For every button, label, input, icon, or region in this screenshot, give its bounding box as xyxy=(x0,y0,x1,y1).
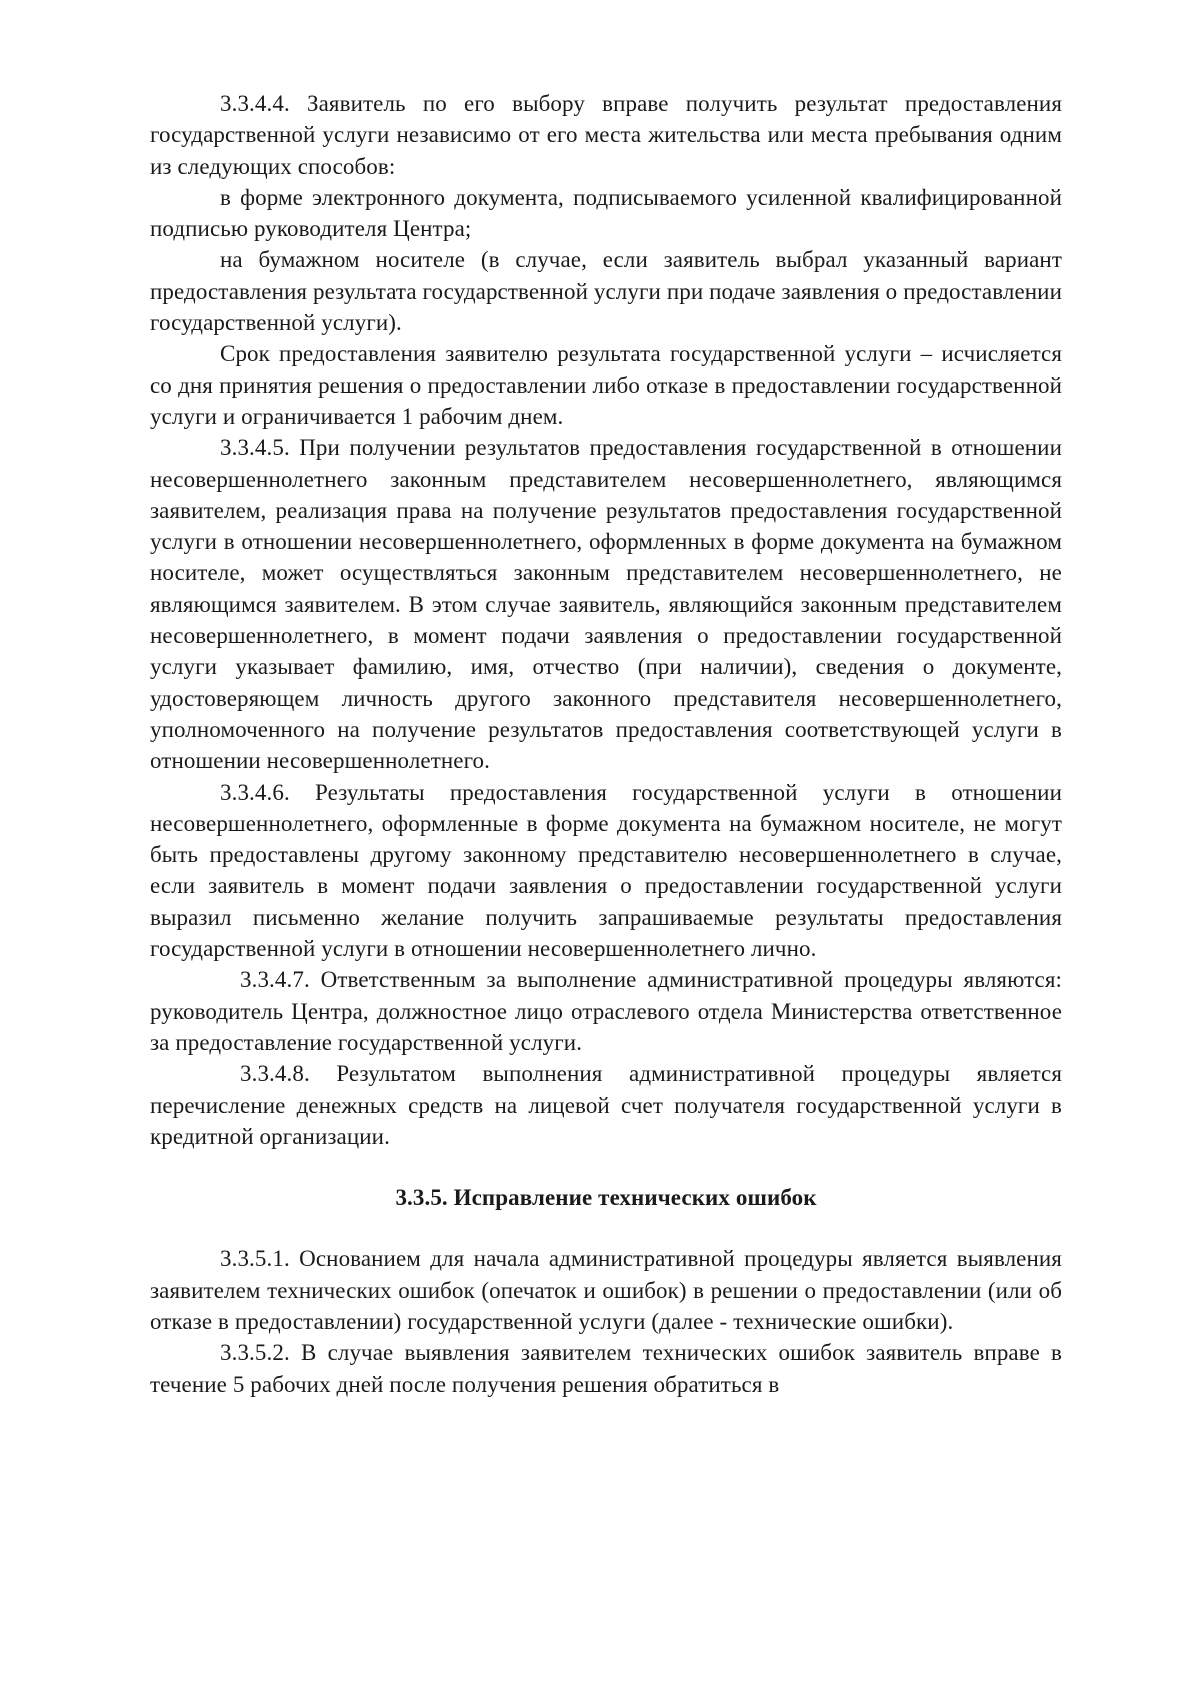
document-page xyxy=(150,88,1062,1400)
paragraph-3-3-4-6: 3.3.4.6. Результаты предоставления государственной услуги в отношении несовершеннолетнего, оформленные в форме документа на бумажном носителе, не могут быть предоставлены другому законному представителю несовершеннолетнего в случае, если заявитель в момент подачи заявления о предоставлении государственной услуги выразил письменно желание получить запрашиваемые результаты предоставления государственной услуги в отношении несовершеннолетнего лично. xyxy=(150,779,1062,962)
paragraph-electronic-form: в форме электронного документа, подписываемого усиленной квалифицированной подписью руководителя Центра; xyxy=(150,184,1062,242)
paragraph-paper-form: на бумажном носителе (в случае, если заявитель выбрал указанный вариант предоставления результата государственной услуги при подаче заявления о предоставлении государственной услуги). xyxy=(150,247,1062,336)
section-title: 3.3.5. Исправление технических ошибок xyxy=(395,1185,817,1211)
paragraph-3-3-4-7: 3.3.4.7. Ответственным за выполнение административной процедуры являются: руководитель Центра, должностное лицо отраслевого отдела Министерства ответственное за предоставление государственной услуги. xyxy=(150,967,1062,1055)
paragraph-3-3-5-2: 3.3.5.2. В случае выявления заявителем технических ошибок заявитель вправе в течение 5 рабочих дней после получения решения обратиться в xyxy=(150,1340,1062,1397)
paragraph-3-3-4-5: 3.3.4.5. При получении результатов предоставления государственной в отношении несовершеннолетнего законным представителем несовершеннолетнего, являющимся заявителем, реализация права на получение результатов предоставления государственной услуги в отношении несовершеннолетнего, оформленных в форме документа на бумажном носителе, может осуществляться законным представителем несовершеннолетнего, не являющимся заявителем. В этом случае заявитель, являющийся законным представителем несовершеннолетнего, в момент подачи заявления о предоставлении государственной услуги указывает фамилию, имя, отчество (при наличии), сведения о документе, удостоверяющем личность другого законного представителя несовершеннолетнего, уполномоченного на получение результатов предоставления соответствующей услуги в отношении несовершеннолетнего. xyxy=(150,435,1062,774)
paragraph-3-3-5-1: 3.3.5.1. Основанием для начала административной процедуры является выявления заявителем технических ошибок (опечаток и ошибок) в решении о предоставлении (или об отказе в предоставлении) государственной услуги (далее - технические ошибки). xyxy=(150,1246,1062,1334)
paragraph-3-3-4-4: 3.3.4.4. Заявитель по его выбору вправе получить результат предоставления государственной услуги независимо от его места жительства или места пребывания одним из следующих способов: xyxy=(150,91,1062,179)
paragraph-term: Срок предоставления заявителю результата государственной услуги – исчисляется со дня принятия решения о предоставлении либо отказе в предоставлении государственной услуги и ограничивается 1 рабочим днем. xyxy=(150,341,1062,429)
paragraph-3-3-4-8: 3.3.4.8. Результатом выполнения административной процедуры является перечисление денежных средств на лицевой счет получателя государственной услуги в кредитной организации. xyxy=(150,1061,1062,1149)
